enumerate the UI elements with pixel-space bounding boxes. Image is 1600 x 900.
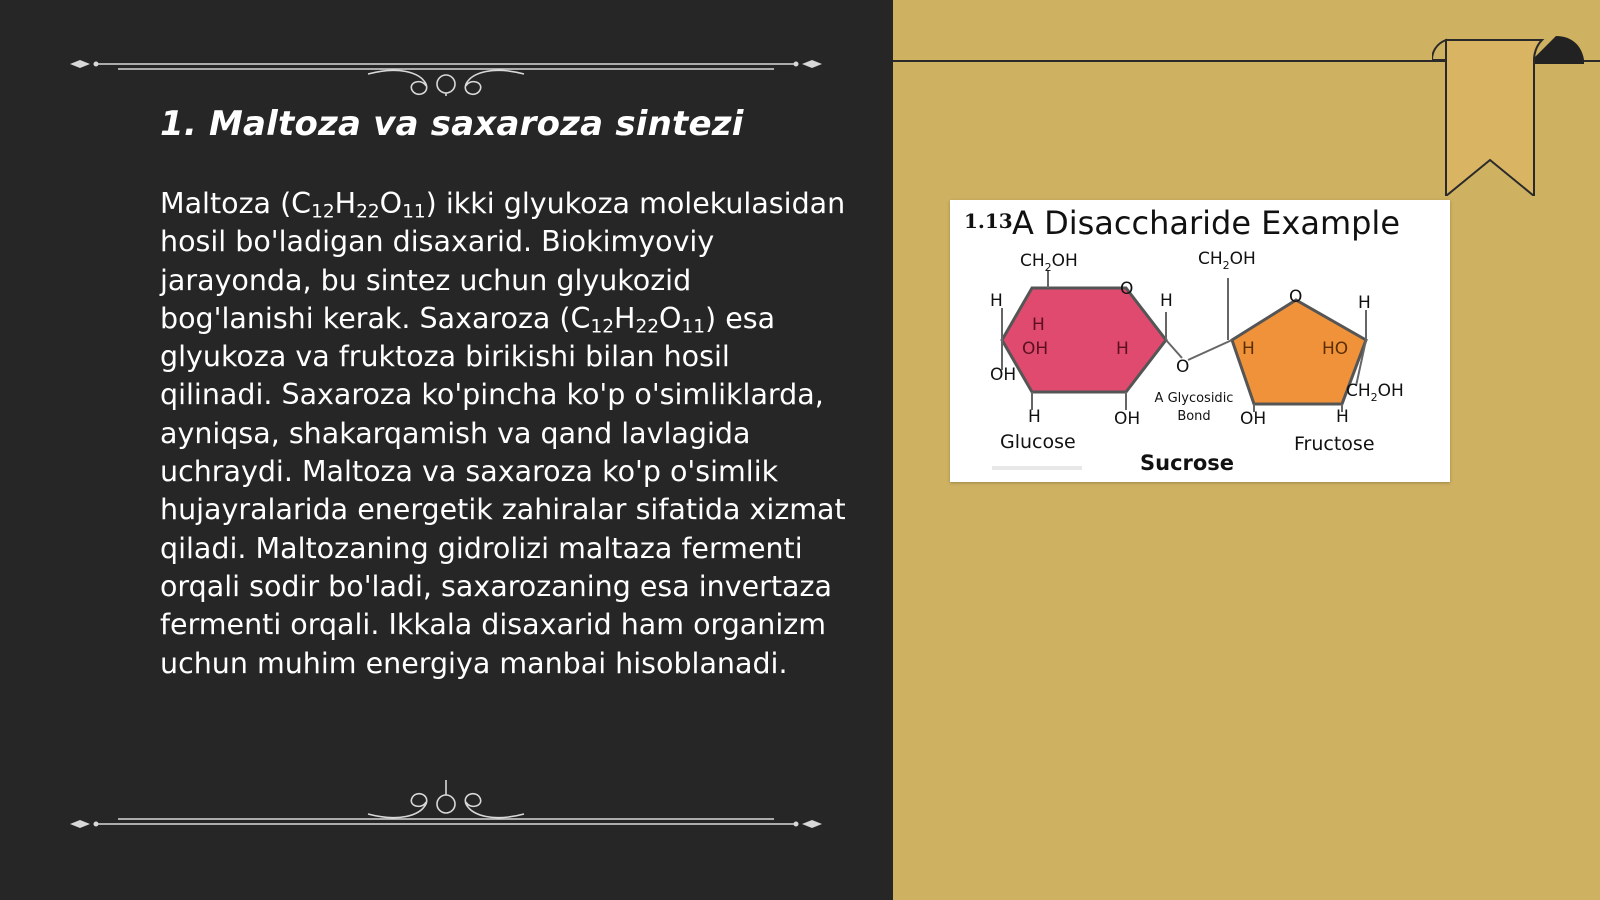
- ribbon-bookmark-icon: [1432, 36, 1600, 196]
- fructose-h-bottom: H: [1336, 407, 1349, 427]
- fructose-h-right: H: [1358, 293, 1371, 313]
- bridge-o: O: [1176, 357, 1190, 377]
- figure-number: 1.13: [964, 209, 1013, 233]
- glucose-label: Glucose: [1000, 431, 1076, 453]
- sucrose-label: Sucrose: [1140, 451, 1235, 475]
- fructose-ho-inner: HO: [1322, 339, 1349, 359]
- glucose-h-left: H: [990, 291, 1003, 311]
- glucose-oh-left: OH: [990, 365, 1017, 385]
- fructose-label: Fructose: [1294, 433, 1375, 455]
- slide-body-text: Maltoza $(C_{12}H_{22}O_{11})$ ikki glyukoza molekulasidan hosil bo'ladigan disaxarid. Biokimyoviy jarayonda, bu sintez uchun glyukozid bog'lanishi kerak. Saxaroza $(C_{12}H_{22}O_{11})$ esa glyukoza va fruktoza birikishi bilan hosil qilinadi. Saxaroza ko'pincha ko'p o'simliklarda, ayniqsa, shakarqamish va qand lavlagida uchraydi. Maltoza va saxaroza ko'p o'simlik hujayralarida energetik zahiralar sifatida xizmat qiladi. Maltozaning gidrolizi maltaza fermenti orqali sodir bo'ladi, saxarozaning esa invertaza fermenti orqali. Ikkala disaxarid ham organizm uchun muhim energiya manbai hisoblanadi.: [160, 187, 846, 680]
- bottom-flourish-divider-icon: [68, 772, 824, 832]
- fructose-ch2oh-right: $CH_2OH$: [1346, 381, 1404, 404]
- glycosidic-bond-label-2: Bond: [1177, 409, 1211, 424]
- slide-title: 1. Maltoza va saxaroza sintezi: [160, 104, 744, 144]
- glucose-h-inner-right: H: [1116, 339, 1129, 359]
- glucose-oh-inner: OH: [1022, 339, 1049, 359]
- glucose-h-inner: H: [1032, 315, 1045, 335]
- glucose-h-bottom: H: [1028, 407, 1041, 427]
- glucose-ch2oh: $CH_2OH$: [1020, 251, 1078, 274]
- disaccharide-figure: [950, 200, 1450, 482]
- glucose-h-right: H: [1160, 291, 1173, 311]
- fructose-ring-o: O: [1289, 287, 1303, 307]
- glucose-ring-o: O: [1120, 279, 1134, 299]
- fructose-oh-bottom: OH: [1240, 409, 1267, 429]
- top-flourish-divider-icon: [68, 36, 824, 96]
- fructose-h-inner: H: [1242, 339, 1255, 359]
- sucrose-structure-diagram: [950, 200, 1450, 482]
- glycosidic-bond-label-1: A Glycosidic: [1154, 391, 1234, 406]
- fructose-ch2oh-top: $CH_2OH$: [1198, 249, 1256, 272]
- glucose-oh-bottom: OH: [1114, 409, 1141, 429]
- figure-heading: A Disaccharide Example: [1012, 204, 1400, 242]
